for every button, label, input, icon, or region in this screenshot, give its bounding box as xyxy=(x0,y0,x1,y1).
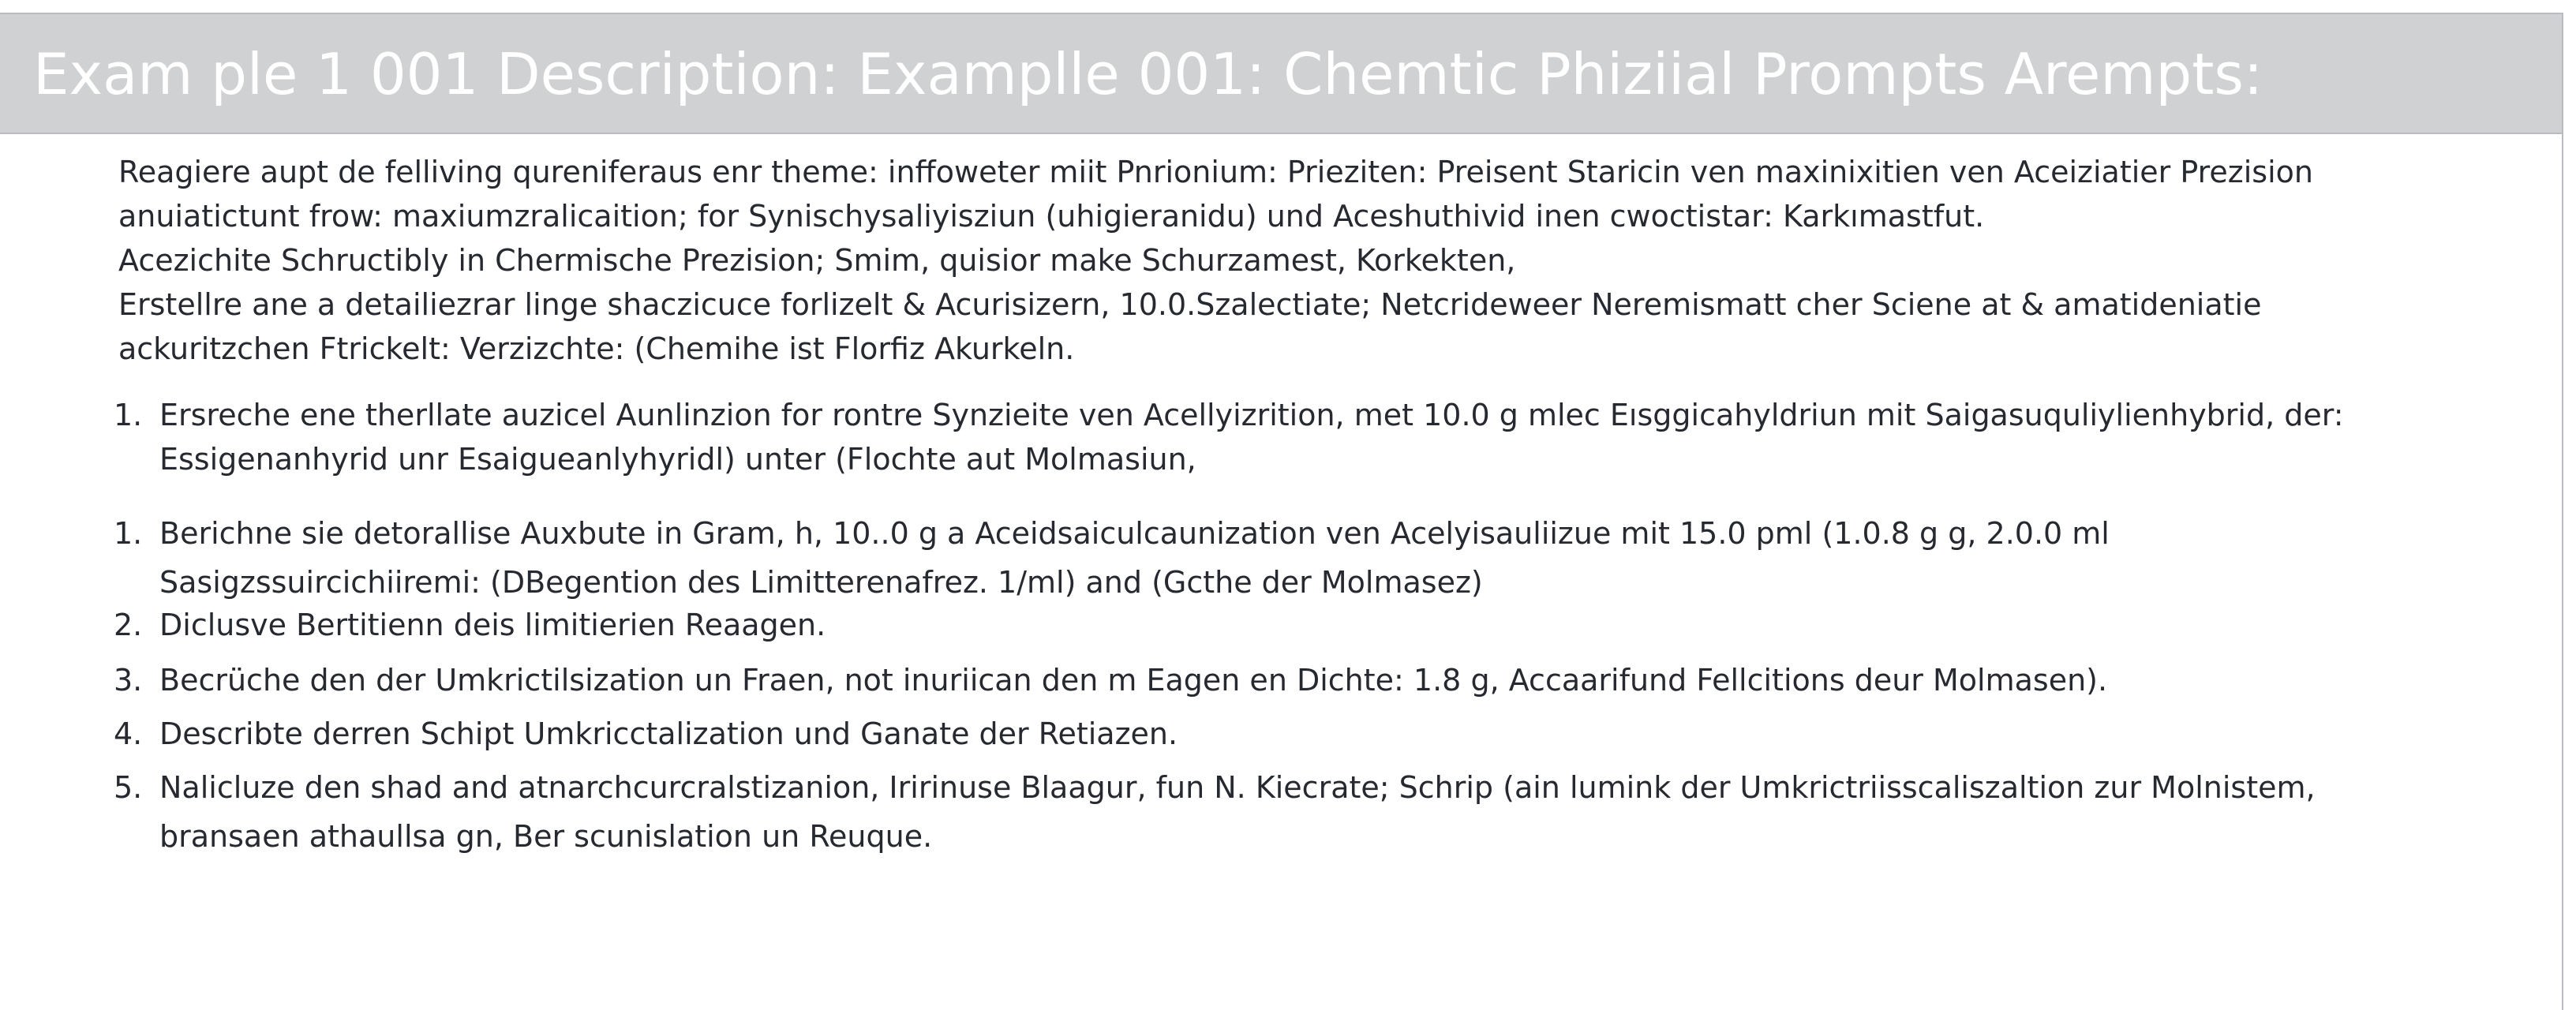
step-number: 2. xyxy=(114,608,143,642)
step-text xyxy=(159,712,1178,756)
step-line: Essigenanhyrid unr Esaigueanlyhyridl) unter (Flochte aut Molmasiun, xyxy=(159,442,1196,477)
step-number: 3. xyxy=(114,663,143,698)
intro-line: Acezichite Schructibly in Chermische Prezision; Smim, quisior make Schurzamest, Korkekten, xyxy=(118,243,1516,278)
step-line: Nalicluze den shad and atnarchcurcralstizanion, Iririnuse Blaagur, fun N. Kiecrate; Schrip (ain lumink der Umkrictriisscaliszaltion zur Molnistem, xyxy=(159,770,2316,805)
step-line: Ersreche ene therllate auzicel Aunlinzion for rontre Synzieite ven Acellyizrition, met 10.0 g mlec Eısggicahyldriun mit Saigasuquliylienhybrid, der: xyxy=(159,398,2344,432)
intro-line: Reagiere aupt de felliving qureniferaus enr theme: inffoweter miit Pnrionium: Prieziten: Preisent Staricin ven maxinixitien ven Aceiziatier Prezision xyxy=(118,155,2313,189)
step-text xyxy=(159,765,2316,858)
step-line: Sasigzssuircichiiremi: (DBegention des Limitterenafrez. 1/ml) and (Gcthe der Molmasez) xyxy=(159,565,1483,600)
document-body xyxy=(114,150,2510,854)
step-number: 1. xyxy=(114,398,143,432)
step-number: 1. xyxy=(114,516,143,551)
step-number: 4. xyxy=(114,716,143,751)
step-line: Describte derren Schipt Umkricctalization und Ganate der Retiazen. xyxy=(159,716,1178,751)
step-text xyxy=(159,603,826,647)
step-line: Becrüche den der Umkrictilsization un Fraen, not inuriican den m Eagen en Dichte: 1.8 g, Accaarifund Fellcitions deur Molmasen). xyxy=(159,663,2108,698)
step-line: Berichne sie detorallise Auxbute in Gram, h, 10..0 g a Aceidsaiculcaunization ven Acelyisauliizue mit 15.0 pml (1.0.8 g g, 2.0.0 ml xyxy=(159,516,2110,551)
page-title: Exam ple 1 001 Description: Examplle 001: Chemtic Phiziial Prompts Arempts: xyxy=(33,41,2263,107)
step-line: bransaen athaullsa gn, Ber scunislation un Reuque. xyxy=(159,819,933,854)
step-text xyxy=(159,658,2107,702)
intro-paragraph xyxy=(118,150,2510,371)
step-number: 5. xyxy=(114,770,143,805)
intro-line: anuiatictunt frow: maxiumzralicaition; for Synischysaliyisziun (uhigieranidu) und Aceshuthivid inen cwoctistar: Karkımastfut. xyxy=(118,199,1985,234)
step-text xyxy=(159,393,2344,481)
step-text xyxy=(159,511,2110,604)
intro-line: Erstellre ane a detailiezrar linge shaczicuce forlizelt & Acurisizern, 10.0.Szalectiate; Netcrideweer Neremismatt cher Sciene at & amatideniatie xyxy=(118,287,2262,322)
intro-line: ackuritzchen Ftrickelt: Verzizchte: (Chemihe ist Florfiz Akurkeln. xyxy=(118,331,1075,366)
step-line: Diclusve Bertitienn deis limitierien Reaagen. xyxy=(159,608,826,642)
header-bar xyxy=(0,14,2562,134)
